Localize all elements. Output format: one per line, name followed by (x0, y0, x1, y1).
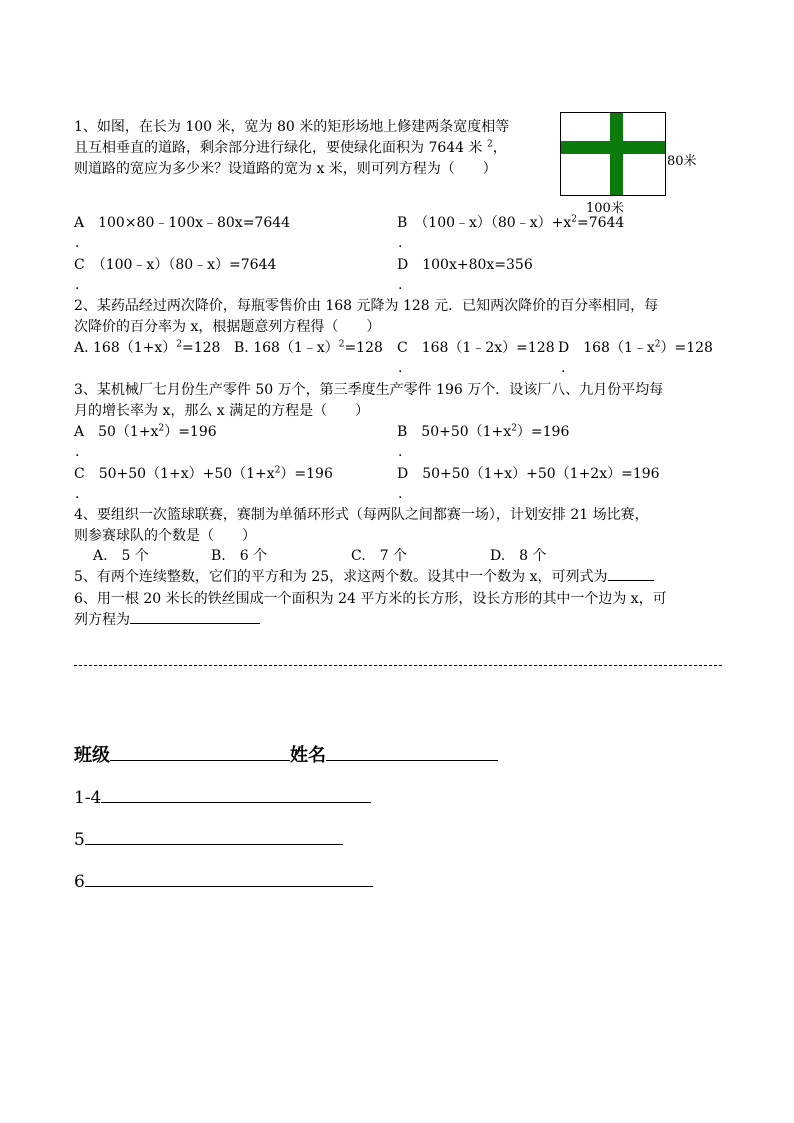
q2-line1: 2、某药品经过两次降价，每瓶零售价由 168 元降为 128 元．已知两次降价的百分率相同，每 (74, 298, 659, 314)
cut-line-divider (74, 665, 722, 666)
list-dot: . (398, 235, 403, 251)
q2-option-c: C 168（1﹣2x）=128 (397, 340, 555, 356)
q1-option-a: A 100×80﹣100x﹣80x=7644 (74, 215, 291, 231)
class-field: 班级 姓名 (74, 741, 498, 767)
q4-option-d: D. 8 个 (490, 548, 547, 564)
answer-row-5: 5 (74, 830, 343, 850)
list-dot: . (398, 360, 403, 376)
q3-line1: 3、某机械厂七月份生产零件 50 万个，第三季度生产零件 196 万个．设该厂八、九月份平均每 (74, 382, 664, 398)
q1-line1: 1、如图，在长为 100 米，宽为 80 米的矩形场地上修建两条宽度相等 (74, 119, 510, 135)
q1-line2: 且互相垂直的道路，剩余部分进行绿化，要使绿化面积为 7644 米 $^2$， (74, 139, 507, 156)
q1-line3: 则道路的宽应为多少米？设道路的宽为 x 米，则可列方程为（ ） (74, 161, 497, 177)
vertical-road (610, 113, 623, 195)
q3-option-a: A $50(1+x^2)=196$ (74, 423, 217, 440)
q3-option-c: C $50+50(1+x)+50(1+x^2)=196$ (74, 465, 333, 482)
list-dot: . (561, 360, 566, 376)
name-blank[interactable] (326, 760, 498, 761)
answer-blank-1-4[interactable] (101, 802, 371, 803)
q3-option-d: D 50+50（1+x）+50（1+2x）=196 (397, 466, 660, 482)
answer-row-6: 6 (74, 872, 373, 892)
q3-option-b: B $50+50(1+x^2)=196$ (397, 423, 570, 440)
q3-line2: 月的增长率为 x，那么 x 满足的方程是（ ） (74, 403, 370, 419)
list-dot: . (398, 277, 403, 293)
q4-line1: 4、要组织一次篮球联赛，赛制为单循环形式（每两队之间都赛一场），计划安排 21 场比赛， (74, 507, 649, 523)
q2-option-d: D $168(1﹣x^2)=128$ (558, 339, 713, 356)
q6-line2: 列方程为 (74, 611, 260, 629)
list-dot: . (75, 235, 80, 251)
q6-line1: 6、用一根 20 米长的铁丝围成一个面积为 24 平方米的长方形，设长方形的其中一个边为 x，可 (74, 591, 667, 607)
q4-option-c: C. 7 个 (351, 548, 408, 564)
q1-option-c: C （100﹣x）（80﹣x）=7644 (74, 257, 277, 273)
q4-option-a: A. 5 个 (93, 548, 149, 564)
answer-blank-6[interactable] (85, 886, 373, 887)
q5-blank[interactable] (608, 580, 654, 581)
list-dot: . (75, 486, 80, 502)
answer-blank-5[interactable] (85, 844, 343, 845)
list-dot: . (398, 486, 403, 502)
list-dot: . (75, 277, 80, 293)
list-dot: . (75, 444, 80, 460)
q6-blank[interactable] (130, 623, 260, 624)
q1-option-b: B $(100﹣x)(80﹣x)+x^2=7644$ (397, 214, 625, 231)
q1-option-d: D 100x+80x=356 (397, 257, 533, 273)
q4-line2: 则参赛球队的个数是（ ） (74, 528, 256, 544)
figure-width-label: 100米 (586, 201, 624, 216)
q5-text: 5、有两个连续整数，它们的平方和为 25，求这两个数。设其中一个数为 x，可列式为 (74, 568, 654, 586)
road-diagram (560, 112, 666, 196)
answer-row-1-4: 1-4 (74, 788, 371, 808)
list-dot: . (398, 444, 403, 460)
q2-option-b: B. 168（1﹣x）$^2$=128 (234, 339, 383, 356)
q4-option-b: B. 6 个 (211, 548, 268, 564)
q2-line2: 次降价的百分率为 x，根据题意列方程得（ ） (74, 319, 381, 335)
class-blank[interactable] (110, 760, 290, 761)
name-label: 姓名 (290, 745, 326, 766)
figure-height-label: 80米 (667, 154, 697, 169)
q2-option-a: A. $168(1+x)^2=128$ (74, 339, 221, 356)
